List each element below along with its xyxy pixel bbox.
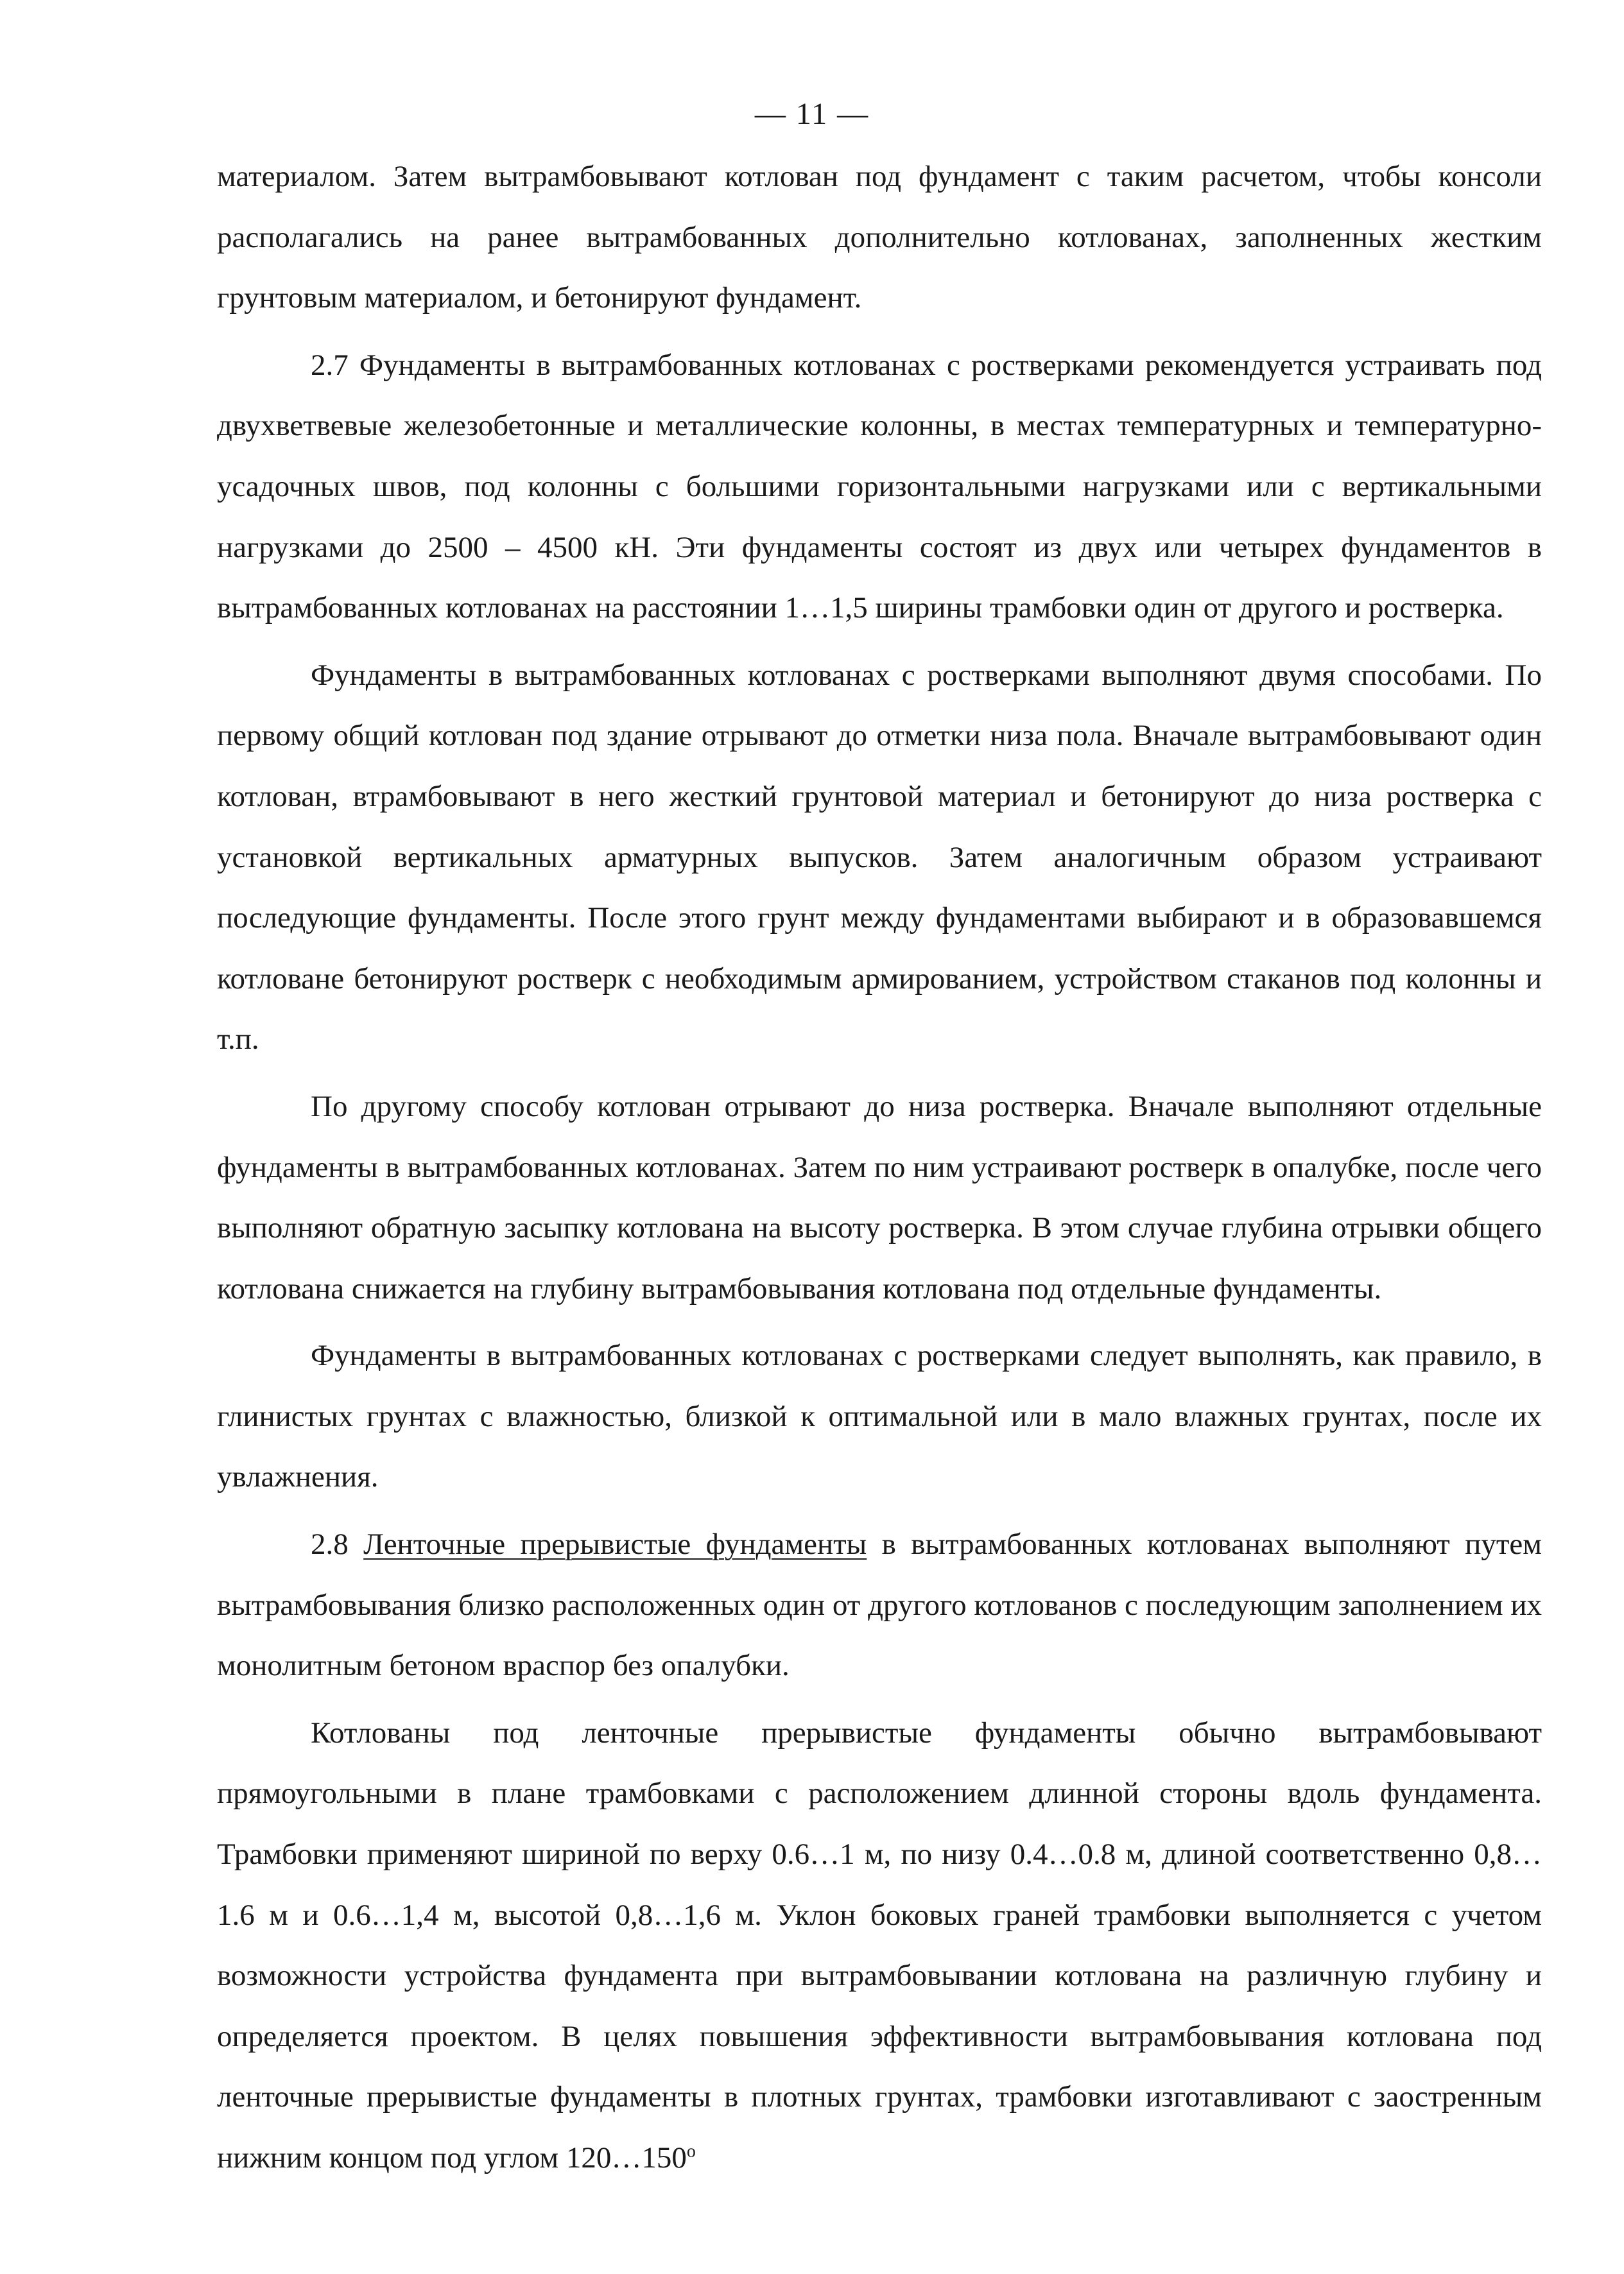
paragraph-tampers-text: Котлованы под ленточные прерывистые фундаменты обычно вытрамбовывают прямоугольными в плане трамбовками с расположением длинной стороны вдоль фундамента. Трамбовки применяют шириной по верху 0.6…1 м, по низу 0.4…0.8 м, длиной соответственно 0,8…1.6 м и 0.6…1,4 м, высотой 0,8…1,6 м. Уклон боковых граней трамбовки выполняется с учетом возможности устройства фундамента при вытрамбовывании котлована на различную глубину и определяется проектом. В целях повышения эффективности вытрамбовывания котлована под ленточные прерывистые фундаменты в плотных грунтах, трамбовки изготавливают с заостренным нижним концом под углом 120…150	[217, 1716, 1542, 2175]
body-text	[217, 146, 1542, 2189]
paragraph-2-8-text: в вытрамбованных котлованах выполняют путем вытрамбовывания близко расположенных один от другого котлованов с последующим заполнением их монолитным бетоном враспор без опалубки.	[217, 1528, 1542, 1683]
underlined-term: Ленточные прерывистые фундаменты	[363, 1528, 867, 1562]
paragraph-2-8	[217, 1514, 1542, 1696]
page-number: — 11 —	[754, 97, 870, 131]
paragraph-second-method: По другому способу котлован отрывают до низа ростверка. Вначале выполняют отдельные фундаменты в вытрамбованных котлованах. Затем по ним устраивают ростверк в опалубке, после чего выполняют обратную засыпку котлована на высоту ростверка. В этом случае глубина отрывки общего котлована снижается на глубину вытрамбовывания котлована под отдельные фундаменты.	[217, 1089, 1542, 1305]
degree-sign: о	[686, 2141, 696, 2162]
paragraph-2-7: 2.7 Фундаменты в вытрамбованных котлованах с ростверками рекомендуется устраивать под двухветвевые железобетонные и металлические колонны, в местах температурных и температурно-усадочных швов, под колонны с большими горизонтальными нагрузками или с вертикальными нагрузками до 2500 – 4500 кН. Эти фундаменты состоят из двух или четырех фундаментов в вытрамбованных котлованах на расстоянии 1…1,5 ширины трамбовки один от другого и ростверка.	[217, 348, 1542, 625]
paragraph-soil-conditions: Фундаменты в вытрамбованных котлованах с ростверками следует выполнять, как правило, в глинистых грунтах с влажностью, близкой к оптимальной или в мало влажных грунтах, после их увлажнения.	[217, 1339, 1542, 1494]
section-number: 2.8	[311, 1528, 364, 1562]
paragraph-continuation: материалом. Затем вытрамбовывают котлован под фундамент с таким расчетом, чтобы консоли располагались на ранее вытрамбованных дополнительно котлованах, заполненных жестким грунтовым материалом, и бетонируют фундамент.	[217, 160, 1542, 315]
paragraph-methods: Фундаменты в вытрамбованных котлованах с ростверками выполняют двумя способами. По первому общий котлован под здание отрывают до отметки низа пола. Вначале вытрамбовывают один котлован, втрамбовывают в него жесткий грунтовой материал и бетонируют до низа ростверка с установкой вертикальных арматурных выпусков. Затем аналогичным образом устраивают последующие фундаменты. После этого грунт между фундаментами выбирают и в образовавшемся котловане бетонируют ростверк с необходимым армированием, устройством стаканов под колонны и т.п.	[217, 658, 1542, 1056]
paragraph-tampers	[217, 1703, 1542, 2189]
